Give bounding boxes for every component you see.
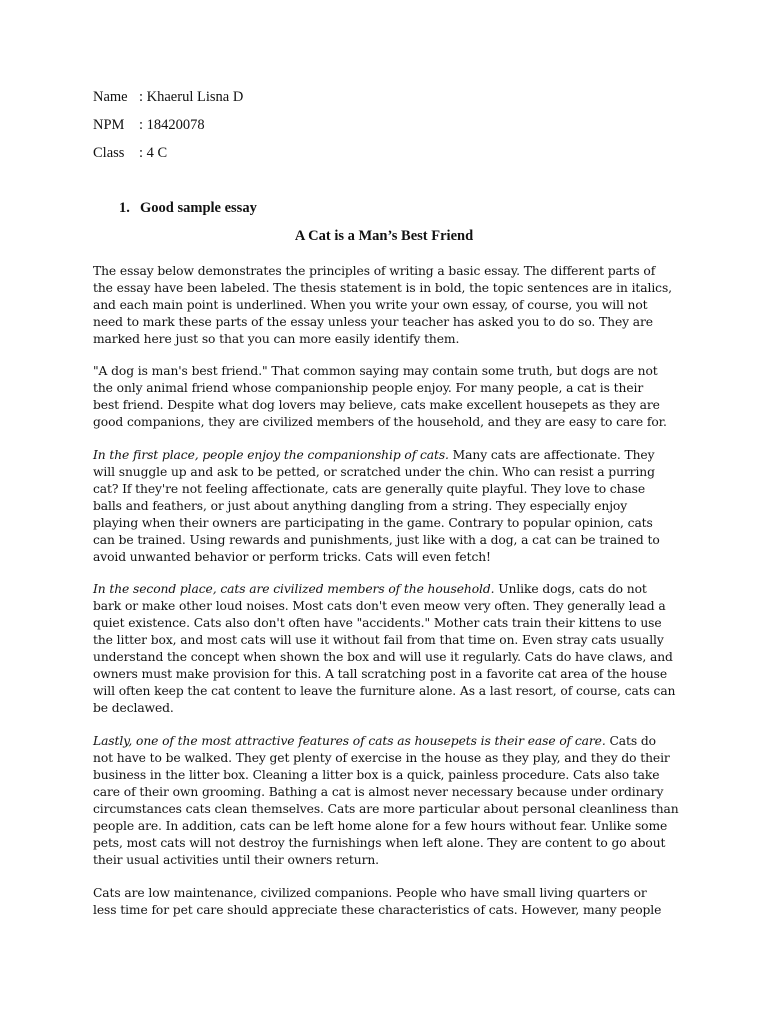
paragraph-line [93,464,683,481]
essay-title: A Cat is a Man’s Best Friend [294,228,474,244]
section-heading [119,199,257,217]
paragraph-line [93,331,683,348]
paragraph-line [93,598,683,615]
class-value: : 4 C [139,145,168,161]
paragraph-line [93,818,683,835]
paragraph-line [93,397,683,414]
line-text: can be trained. Using rewards and punishments, just like with a dog, a cat can be trained to [93,533,660,547]
line-text: not have to be walked. They get plenty of exercise in the house as they play, and they do their [93,751,670,765]
line-text: avoid unwanted behavior or perform tricks. Cats will even fetch! [93,550,491,564]
paragraph-line [93,902,683,919]
paragraph-line [93,263,683,280]
line-text: the essay have been labeled. The thesis statement is in bold, the topic sentences are in italics, [93,281,672,295]
line-text: the litter box, and most cats will use it without fail from that time on. Even stray cats usually [93,633,664,647]
topic-sentence: In the second place, cats are civilized members of the household. [93,582,495,596]
student-npm-row [93,116,205,134]
class-label: Class [93,145,125,161]
line-text: quiet existence. Cats also don't often have "accidents." Mother cats train their kittens to use [93,616,662,630]
section-title: Good sample essay [140,200,257,216]
line-text: need to mark these parts of the essay unless your teacher has asked you to do so. They are [93,315,653,329]
line-text: bark or make other loud noises. Most cats don't even meow very often. They generally lead a [93,599,666,613]
name-value: : Khaerul Lisna D [139,89,244,105]
paragraph-line [93,666,683,683]
paragraph-line [93,852,683,869]
paragraph-line [93,380,683,397]
line-text: The essay below demonstrates the principles of writing a basic essay. The different parts of [93,264,656,278]
paragraph-line [93,515,683,532]
paragraph-line [93,784,683,801]
paragraph-line [93,314,683,331]
line-text: people are. In addition, cats can be left home alone for a few hours without fear. Unlike some [93,819,668,833]
paragraph-line [93,532,683,549]
line-text: Unlike dogs, cats do not [494,582,647,596]
line-text: circumstances cats clean themselves. Cats are more particular about personal cleanliness than [93,802,679,816]
line-text: good companions, they are civilized members of the household, and they are easy to care for. [93,415,667,429]
line-text: be declawed. [93,701,174,715]
line-text: playing when their owners are participating in the game. Contrary to popular opinion, cats [93,516,653,530]
section-number: 1. [119,200,130,216]
paragraph-line [93,649,683,666]
line-text: and each main point is underlined. When you write your own essay, of course, you will not [93,298,648,312]
paragraph-line [93,835,683,852]
essay-paragraph [93,263,683,348]
line-text: best friend. Despite what dog lovers may believe, cats make excellent housepets as they are [93,398,660,412]
line-text: pets, most cats will not destroy the furnishings when left alone. They are content to go about [93,836,666,850]
paragraph-line [93,280,683,297]
paragraph-line [93,700,683,717]
line-text: Many cats are affectionate. They [448,448,655,462]
paragraph-line [93,885,683,902]
paragraph-line [93,297,683,314]
line-text: business in the litter box. Cleaning a litter box is a quick, painless procedure. Cats also take [93,768,660,782]
line-text: the only animal friend whose companionship people enjoy. For many people, a cat is their [93,381,644,395]
paragraph-line [93,683,683,700]
essay-paragraph [93,447,683,566]
npm-label: NPM [93,117,125,133]
essay-paragraph [93,581,683,717]
paragraph-line [93,733,683,750]
line-text: will often keep the cat content to leave the furniture alone. As a last resort, of course, cats can [93,684,676,698]
paragraph-line [93,767,683,784]
line-text: marked here just so that you can more easily identify them. [93,332,460,346]
line-text: Cats do [605,734,656,748]
paragraph-line [93,481,683,498]
student-class-row [93,144,167,162]
line-text: understand the concept when shown the box and will use it regularly. Cats do have claws, and [93,650,673,664]
essay-paragraph [93,733,683,869]
line-text: care of their own grooming. Bathing a cat is almost never necessary because under ordinary [93,785,664,799]
paragraph-line [93,581,683,598]
paragraph-line [93,414,683,431]
paragraph-line [93,498,683,515]
line-text: owners must make provision for this. A tall scratching post in a favorite cat area of the house [93,667,668,681]
paragraph-line [93,363,683,380]
topic-sentence: In the first place, people enjoy the companionship of cats. [93,448,449,462]
paragraph-line [93,632,683,649]
line-text: cat? If they're not feeling affectionate, cats are generally quite playful. They love to chase [93,482,646,496]
line-text: Cats are low maintenance, civilized companions. People who have small living quarters or [93,886,647,900]
line-text: balls and feathers, or just about anything dangling from a string. They especially enjoy [93,499,628,513]
line-text: "A dog is man's best friend." That common saying may contain some truth, but dogs are not [93,364,658,378]
paragraph-line [93,615,683,632]
npm-value: : 18420078 [139,117,205,133]
line-text: will snuggle up and ask to be petted, or scratched under the chin. Who can resist a purring [93,465,655,479]
paragraph-line [93,549,683,566]
line-text: their usual activities until their owners return. [93,853,379,867]
essay-paragraph [93,885,683,919]
paragraph-line [93,447,683,464]
topic-sentence: Lastly, one of the most attractive features of cats as housepets is their ease of care. [93,734,606,748]
essay-paragraph [93,363,683,431]
paragraph-line [93,801,683,818]
name-label: Name [93,89,128,105]
line-text: less time for pet care should appreciate these characteristics of cats. However, many people [93,903,662,917]
student-name-row [93,88,243,106]
paragraph-line [93,750,683,767]
